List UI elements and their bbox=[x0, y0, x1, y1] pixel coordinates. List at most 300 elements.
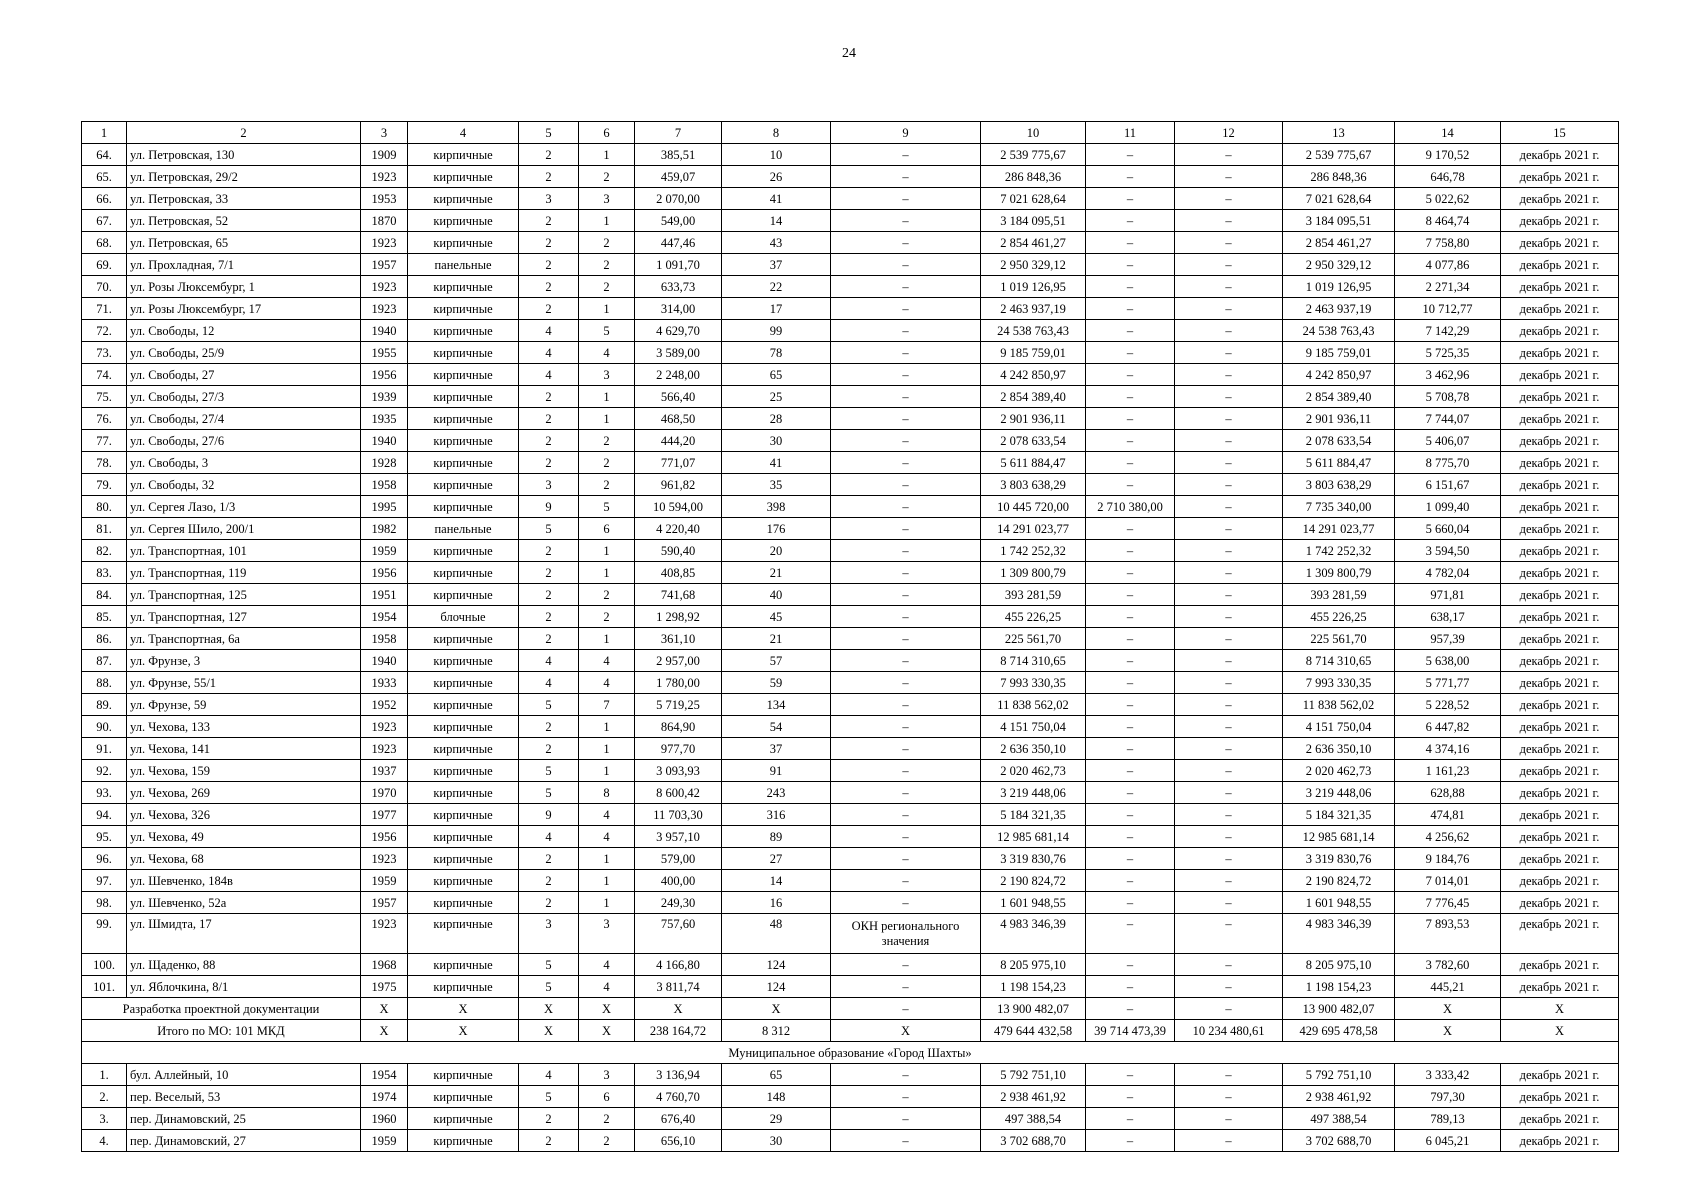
table-cell: 4 bbox=[519, 364, 579, 386]
table-cell: – bbox=[831, 452, 981, 474]
table-cell: 1923 bbox=[361, 848, 408, 870]
table-cell: – bbox=[1086, 694, 1175, 716]
table-cell: 316 bbox=[722, 804, 831, 826]
table-cell: кирпичные bbox=[408, 954, 519, 976]
table-cell: 5 bbox=[519, 976, 579, 998]
table-cell: декабрь 2021 г. bbox=[1501, 650, 1619, 672]
table-row bbox=[82, 276, 1619, 298]
table-cell: 8 714 310,65 bbox=[1283, 650, 1395, 672]
table-cell: – bbox=[1175, 998, 1283, 1020]
table-cell: – bbox=[831, 166, 981, 188]
table-cell: 7 021 628,64 bbox=[1283, 188, 1395, 210]
table-cell: – bbox=[1175, 540, 1283, 562]
table-cell: 3 333,42 bbox=[1395, 1064, 1501, 1086]
table-cell: 5 bbox=[519, 694, 579, 716]
table-cell: 1 019 126,95 bbox=[1283, 276, 1395, 298]
table-cell: ул. Чехова, 141 bbox=[127, 738, 361, 760]
table-cell: 4 151 750,04 bbox=[981, 716, 1086, 738]
table-cell: 5 bbox=[519, 760, 579, 782]
table-cell: 1 091,70 bbox=[635, 254, 722, 276]
table-cell: кирпичные bbox=[408, 386, 519, 408]
table-cell: 2 bbox=[519, 848, 579, 870]
table-cell: кирпичные bbox=[408, 496, 519, 518]
table-cell: 9 bbox=[519, 496, 579, 518]
table-cell: – bbox=[831, 606, 981, 628]
table-cell: 455 226,25 bbox=[981, 606, 1086, 628]
table-cell: 1951 bbox=[361, 584, 408, 606]
table-row bbox=[82, 232, 1619, 254]
table-cell: 3 bbox=[519, 914, 579, 954]
table-cell: 1 309 800,79 bbox=[981, 562, 1086, 584]
table-cell: 4 242 850,97 bbox=[1283, 364, 1395, 386]
table-cell: 93. bbox=[82, 782, 127, 804]
table-cell: 1933 bbox=[361, 672, 408, 694]
table-cell: декабрь 2021 г. bbox=[1501, 430, 1619, 452]
table-cell: 65 bbox=[722, 1064, 831, 1086]
table-cell: X bbox=[831, 1020, 981, 1042]
table-cell: 1 bbox=[579, 386, 635, 408]
table-cell: декабрь 2021 г. bbox=[1501, 144, 1619, 166]
table-cell: 6 151,67 bbox=[1395, 474, 1501, 496]
table-cell: 2 bbox=[579, 430, 635, 452]
table-cell: кирпичные bbox=[408, 232, 519, 254]
table-cell: декабрь 2021 г. bbox=[1501, 804, 1619, 826]
table-cell: 99 bbox=[722, 320, 831, 342]
table-cell: 2 901 936,11 bbox=[981, 408, 1086, 430]
table-cell: 398 bbox=[722, 496, 831, 518]
table-cell: 2 bbox=[579, 584, 635, 606]
table-cell: 8 600,42 bbox=[635, 782, 722, 804]
table-cell: 13 900 482,07 bbox=[1283, 998, 1395, 1020]
table-cell: 1935 bbox=[361, 408, 408, 430]
table-cell: 2 bbox=[519, 166, 579, 188]
table-body bbox=[82, 122, 1619, 1152]
table-cell: 5 bbox=[579, 496, 635, 518]
table-cell: – bbox=[831, 694, 981, 716]
table-row bbox=[82, 914, 1619, 954]
table-cell: блочные bbox=[408, 606, 519, 628]
table-cell: – bbox=[831, 276, 981, 298]
table-cell: – bbox=[1175, 584, 1283, 606]
table-cell: 10 bbox=[722, 144, 831, 166]
table-cell: кирпичные bbox=[408, 562, 519, 584]
table-cell: 148 bbox=[722, 1086, 831, 1108]
table-cell: декабрь 2021 г. bbox=[1501, 188, 1619, 210]
table-cell: – bbox=[1086, 826, 1175, 848]
table-cell: – bbox=[831, 474, 981, 496]
table-row bbox=[82, 976, 1619, 998]
table-cell: 2 bbox=[519, 606, 579, 628]
table-cell: – bbox=[831, 870, 981, 892]
table-cell: ул. Фрунзе, 3 bbox=[127, 650, 361, 672]
table-cell: 27 bbox=[722, 848, 831, 870]
table-row bbox=[82, 1064, 1619, 1086]
table-cell: 1923 bbox=[361, 716, 408, 738]
table-cell: – bbox=[1086, 998, 1175, 1020]
table-cell: 3 319 830,76 bbox=[1283, 848, 1395, 870]
table-cell: – bbox=[1086, 716, 1175, 738]
table-cell: 1959 bbox=[361, 870, 408, 892]
table-cell: – bbox=[831, 826, 981, 848]
table-cell: – bbox=[1175, 976, 1283, 998]
table-cell: 2 463 937,19 bbox=[981, 298, 1086, 320]
table-row bbox=[82, 408, 1619, 430]
table-row bbox=[82, 364, 1619, 386]
table-cell: – bbox=[1086, 474, 1175, 496]
table-cell: 1974 bbox=[361, 1086, 408, 1108]
table-cell: 10 234 480,61 bbox=[1175, 1020, 1283, 1042]
table-cell: – bbox=[831, 408, 981, 430]
table-cell: 3 184 095,51 bbox=[1283, 210, 1395, 232]
table-cell: 2 710 380,00 bbox=[1086, 496, 1175, 518]
table-cell: 1 bbox=[579, 760, 635, 782]
table-cell: – bbox=[831, 738, 981, 760]
table-cell: ул. Чехова, 133 bbox=[127, 716, 361, 738]
table-cell: 1939 bbox=[361, 386, 408, 408]
table-cell: 2 bbox=[579, 1108, 635, 1130]
table-cell: 1959 bbox=[361, 540, 408, 562]
table-cell: кирпичные bbox=[408, 298, 519, 320]
table-cell: 5 184 321,35 bbox=[1283, 804, 1395, 826]
table-cell: кирпичные bbox=[408, 628, 519, 650]
table-row bbox=[82, 694, 1619, 716]
table-cell: 7 893,53 bbox=[1395, 914, 1501, 954]
table-cell: – bbox=[831, 782, 981, 804]
table-cell: 249,30 bbox=[635, 892, 722, 914]
table-cell: 2 bbox=[519, 408, 579, 430]
table-cell: 29 bbox=[722, 1108, 831, 1130]
table-cell: 8 464,74 bbox=[1395, 210, 1501, 232]
table-row bbox=[82, 606, 1619, 628]
table-cell: 7 758,80 bbox=[1395, 232, 1501, 254]
table-cell: 37 bbox=[722, 254, 831, 276]
table-cell: декабрь 2021 г. bbox=[1501, 848, 1619, 870]
table-cell: – bbox=[831, 364, 981, 386]
table-cell: ул. Транспортная, 125 bbox=[127, 584, 361, 606]
table-cell: 3 bbox=[519, 474, 579, 496]
table-cell: 10 bbox=[981, 122, 1086, 144]
table-cell: декабрь 2021 г. bbox=[1501, 826, 1619, 848]
table-cell: – bbox=[1086, 870, 1175, 892]
table-cell: декабрь 2021 г. bbox=[1501, 298, 1619, 320]
table-cell: – bbox=[1175, 1108, 1283, 1130]
table-cell: 12 985 681,14 bbox=[981, 826, 1086, 848]
table-cell: кирпичные bbox=[408, 166, 519, 188]
table-cell: 7 776,45 bbox=[1395, 892, 1501, 914]
table-cell: 72. bbox=[82, 320, 127, 342]
table-cell: 1 bbox=[579, 562, 635, 584]
table-cell: 1968 bbox=[361, 954, 408, 976]
table-cell: X bbox=[1395, 998, 1501, 1020]
table-cell: – bbox=[1086, 804, 1175, 826]
table-cell: 4 bbox=[519, 320, 579, 342]
table-cell: – bbox=[1086, 430, 1175, 452]
table-cell: 864,90 bbox=[635, 716, 722, 738]
table-row bbox=[82, 804, 1619, 826]
table-cell: X bbox=[1501, 998, 1619, 1020]
table-cell: 6 bbox=[579, 1086, 635, 1108]
table-row bbox=[82, 848, 1619, 870]
table-cell: 225 561,70 bbox=[1283, 628, 1395, 650]
table-cell: 98. bbox=[82, 892, 127, 914]
table-cell: 1 bbox=[579, 408, 635, 430]
table-cell: кирпичные bbox=[408, 782, 519, 804]
table-cell: 4 760,70 bbox=[635, 1086, 722, 1108]
table-cell: 5 bbox=[519, 1086, 579, 1108]
table-cell: – bbox=[1175, 364, 1283, 386]
table-cell: 3 136,94 bbox=[635, 1064, 722, 1086]
table-cell: декабрь 2021 г. bbox=[1501, 496, 1619, 518]
table-cell: 28 bbox=[722, 408, 831, 430]
table-cell: 3 702 688,70 bbox=[981, 1130, 1086, 1152]
table-cell: пер. Динамовский, 25 bbox=[127, 1108, 361, 1130]
table-cell: 757,60 bbox=[635, 914, 722, 954]
table-cell: 11 838 562,02 bbox=[1283, 694, 1395, 716]
table-cell: – bbox=[831, 892, 981, 914]
table-cell: – bbox=[1175, 760, 1283, 782]
table-cell: 789,13 bbox=[1395, 1108, 1501, 1130]
table-cell: – bbox=[1175, 518, 1283, 540]
table-cell: декабрь 2021 г. bbox=[1501, 976, 1619, 998]
table-cell: кирпичные bbox=[408, 144, 519, 166]
table-cell: 3 702 688,70 bbox=[1283, 1130, 1395, 1152]
table-cell: – bbox=[1086, 584, 1175, 606]
table-cell: 1 161,23 bbox=[1395, 760, 1501, 782]
table-cell: панельные bbox=[408, 254, 519, 276]
table-cell: 1956 bbox=[361, 562, 408, 584]
table-cell: 8 312 bbox=[722, 1020, 831, 1042]
table-cell: – bbox=[1175, 408, 1283, 430]
table-cell: 7 bbox=[579, 694, 635, 716]
table-cell: 1923 bbox=[361, 276, 408, 298]
table-cell: 2 854 389,40 bbox=[1283, 386, 1395, 408]
table-cell: 4 374,16 bbox=[1395, 738, 1501, 760]
table-cell: ул. Щаденко, 88 bbox=[127, 954, 361, 976]
table-cell: ул. Чехова, 159 bbox=[127, 760, 361, 782]
table-cell: – bbox=[831, 628, 981, 650]
table-cell: – bbox=[1175, 672, 1283, 694]
table-cell: X bbox=[519, 998, 579, 1020]
table-cell: 124 bbox=[722, 954, 831, 976]
table-cell: – bbox=[831, 254, 981, 276]
table-cell: 3 803 638,29 bbox=[1283, 474, 1395, 496]
table-row bbox=[82, 496, 1619, 518]
table-cell: – bbox=[1086, 188, 1175, 210]
table-cell: – bbox=[1175, 386, 1283, 408]
table-row bbox=[82, 826, 1619, 848]
table-cell: 1 bbox=[579, 870, 635, 892]
table-row bbox=[82, 144, 1619, 166]
table-cell: 30 bbox=[722, 1130, 831, 1152]
table-row bbox=[82, 562, 1619, 584]
table-cell: 2 938 461,92 bbox=[1283, 1086, 1395, 1108]
table-cell: 1 099,40 bbox=[1395, 496, 1501, 518]
table-cell: 78 bbox=[722, 342, 831, 364]
table-cell: 5 708,78 bbox=[1395, 386, 1501, 408]
table-cell: декабрь 2021 г. bbox=[1501, 452, 1619, 474]
table-cell: ул. Фрунзе, 59 bbox=[127, 694, 361, 716]
table-cell: 2 bbox=[519, 144, 579, 166]
table-cell: 1 309 800,79 bbox=[1283, 562, 1395, 584]
table-cell: 5 184 321,35 bbox=[981, 804, 1086, 826]
table-cell: 96. bbox=[82, 848, 127, 870]
table-cell: 4 bbox=[519, 826, 579, 848]
table-cell: 7 993 330,35 bbox=[981, 672, 1086, 694]
table-cell: 455 226,25 bbox=[1283, 606, 1395, 628]
table-cell: 45 bbox=[722, 606, 831, 628]
table-cell: 2 bbox=[519, 1130, 579, 1152]
table-cell: 2 bbox=[579, 452, 635, 474]
table-cell: 14 291 023,77 bbox=[981, 518, 1086, 540]
table-cell: 80. bbox=[82, 496, 127, 518]
table-cell: 2 bbox=[579, 606, 635, 628]
table-cell: 9 184,76 bbox=[1395, 848, 1501, 870]
table-cell: – bbox=[1086, 1064, 1175, 1086]
table-cell: 3 219 448,06 bbox=[981, 782, 1086, 804]
table-cell: кирпичные bbox=[408, 892, 519, 914]
table-cell: 3 589,00 bbox=[635, 342, 722, 364]
table-cell: 1940 bbox=[361, 320, 408, 342]
table-cell: 2 854 389,40 bbox=[981, 386, 1086, 408]
table-cell: 1 601 948,55 bbox=[981, 892, 1086, 914]
table-cell: 2 bbox=[579, 474, 635, 496]
table-cell: 4 bbox=[579, 804, 635, 826]
table-cell: 579,00 bbox=[635, 848, 722, 870]
table-cell: кирпичные bbox=[408, 452, 519, 474]
table-cell: 2 bbox=[519, 738, 579, 760]
table-cell: 2 bbox=[519, 716, 579, 738]
table-cell: 400,00 bbox=[635, 870, 722, 892]
table-cell: 1960 bbox=[361, 1108, 408, 1130]
table-cell: ул. Свободы, 12 bbox=[127, 320, 361, 342]
table-cell: – bbox=[831, 584, 981, 606]
table-row bbox=[82, 166, 1619, 188]
table-cell: ул. Петровская, 52 bbox=[127, 210, 361, 232]
table-cell: 2 bbox=[519, 584, 579, 606]
table-cell: 97. bbox=[82, 870, 127, 892]
table-cell: – bbox=[831, 848, 981, 870]
table-cell: кирпичные bbox=[408, 1086, 519, 1108]
table-cell: X bbox=[635, 998, 722, 1020]
table-cell: ул. Свободы, 27/6 bbox=[127, 430, 361, 452]
table-cell: 41 bbox=[722, 452, 831, 474]
table-cell: 5 bbox=[519, 518, 579, 540]
table-cell: – bbox=[1175, 804, 1283, 826]
table-row bbox=[82, 540, 1619, 562]
table-cell: 1 742 252,32 bbox=[1283, 540, 1395, 562]
table-cell: 2 bbox=[579, 166, 635, 188]
table-cell: декабрь 2021 г. bbox=[1501, 254, 1619, 276]
table-cell: декабрь 2021 г. bbox=[1501, 386, 1619, 408]
table-cell: – bbox=[831, 804, 981, 826]
table-cell: – bbox=[1175, 716, 1283, 738]
table-cell: – bbox=[1175, 848, 1283, 870]
table-cell: 468,50 bbox=[635, 408, 722, 430]
table-row bbox=[82, 320, 1619, 342]
table-cell: – bbox=[1086, 364, 1175, 386]
table-cell: 656,10 bbox=[635, 1130, 722, 1152]
table-cell: 6 bbox=[579, 122, 635, 144]
table-row bbox=[82, 1108, 1619, 1130]
table-cell: 9 185 759,01 bbox=[1283, 342, 1395, 364]
table-cell: 1956 bbox=[361, 364, 408, 386]
table-cell: – bbox=[831, 998, 981, 1020]
table-cell: 12 985 681,14 bbox=[1283, 826, 1395, 848]
table-cell: 79. bbox=[82, 474, 127, 496]
table-cell: 1923 bbox=[361, 738, 408, 760]
table-cell: – bbox=[1086, 342, 1175, 364]
table-cell: декабрь 2021 г. bbox=[1501, 954, 1619, 976]
table-cell: 64. bbox=[82, 144, 127, 166]
table-cell: X bbox=[519, 1020, 579, 1042]
table-cell: 961,82 bbox=[635, 474, 722, 496]
table-cell: – bbox=[1175, 188, 1283, 210]
table-cell: – bbox=[1175, 954, 1283, 976]
table-cell: кирпичные bbox=[408, 540, 519, 562]
table-cell: 2 bbox=[519, 254, 579, 276]
table-cell: 2 bbox=[519, 276, 579, 298]
table-cell: 977,70 bbox=[635, 738, 722, 760]
table-cell: – bbox=[831, 1086, 981, 1108]
table-cell: 1956 bbox=[361, 826, 408, 848]
table-cell: 225 561,70 bbox=[981, 628, 1086, 650]
table-cell: 92. bbox=[82, 760, 127, 782]
table-cell: 74. bbox=[82, 364, 127, 386]
table-cell: 91. bbox=[82, 738, 127, 760]
table-row bbox=[82, 386, 1619, 408]
table-row bbox=[82, 298, 1619, 320]
table-cell: декабрь 2021 г. bbox=[1501, 540, 1619, 562]
table-cell: кирпичные bbox=[408, 1064, 519, 1086]
table-cell: 6 bbox=[579, 518, 635, 540]
table-cell: – bbox=[831, 144, 981, 166]
table-cell: 676,40 bbox=[635, 1108, 722, 1130]
table-cell: 86. bbox=[82, 628, 127, 650]
table-cell: 4 166,80 bbox=[635, 954, 722, 976]
table-cell: 1 bbox=[82, 122, 127, 144]
table-cell: кирпичные bbox=[408, 976, 519, 998]
table-cell: – bbox=[1086, 892, 1175, 914]
table-cell: 1954 bbox=[361, 606, 408, 628]
table-cell: 2 248,00 bbox=[635, 364, 722, 386]
table-row bbox=[82, 672, 1619, 694]
table-row bbox=[82, 628, 1619, 650]
table-cell: – bbox=[831, 716, 981, 738]
table-cell: – bbox=[1175, 870, 1283, 892]
table-cell: ул. Шевченко, 184в bbox=[127, 870, 361, 892]
table-cell: – bbox=[1175, 892, 1283, 914]
table-cell: 4 629,70 bbox=[635, 320, 722, 342]
table-cell: 4 bbox=[519, 342, 579, 364]
table-cell: 1958 bbox=[361, 628, 408, 650]
table-cell: 4 bbox=[408, 122, 519, 144]
table-cell: ул. Свободы, 27 bbox=[127, 364, 361, 386]
table-cell: 971,81 bbox=[1395, 584, 1501, 606]
table-cell: 2 636 350,10 bbox=[1283, 738, 1395, 760]
table-row bbox=[82, 452, 1619, 474]
table-cell: – bbox=[831, 298, 981, 320]
table-cell: кирпичные bbox=[408, 804, 519, 826]
table-cell: X bbox=[722, 998, 831, 1020]
table-cell: 134 bbox=[722, 694, 831, 716]
table-cell: панельные bbox=[408, 518, 519, 540]
table-cell: – bbox=[831, 232, 981, 254]
table-cell: 1923 bbox=[361, 298, 408, 320]
table-cell: Итого по МО: 101 МКД bbox=[82, 1020, 361, 1042]
table-cell: декабрь 2021 г. bbox=[1501, 1130, 1619, 1152]
table-cell: – bbox=[1086, 672, 1175, 694]
table-cell: кирпичные bbox=[408, 210, 519, 232]
